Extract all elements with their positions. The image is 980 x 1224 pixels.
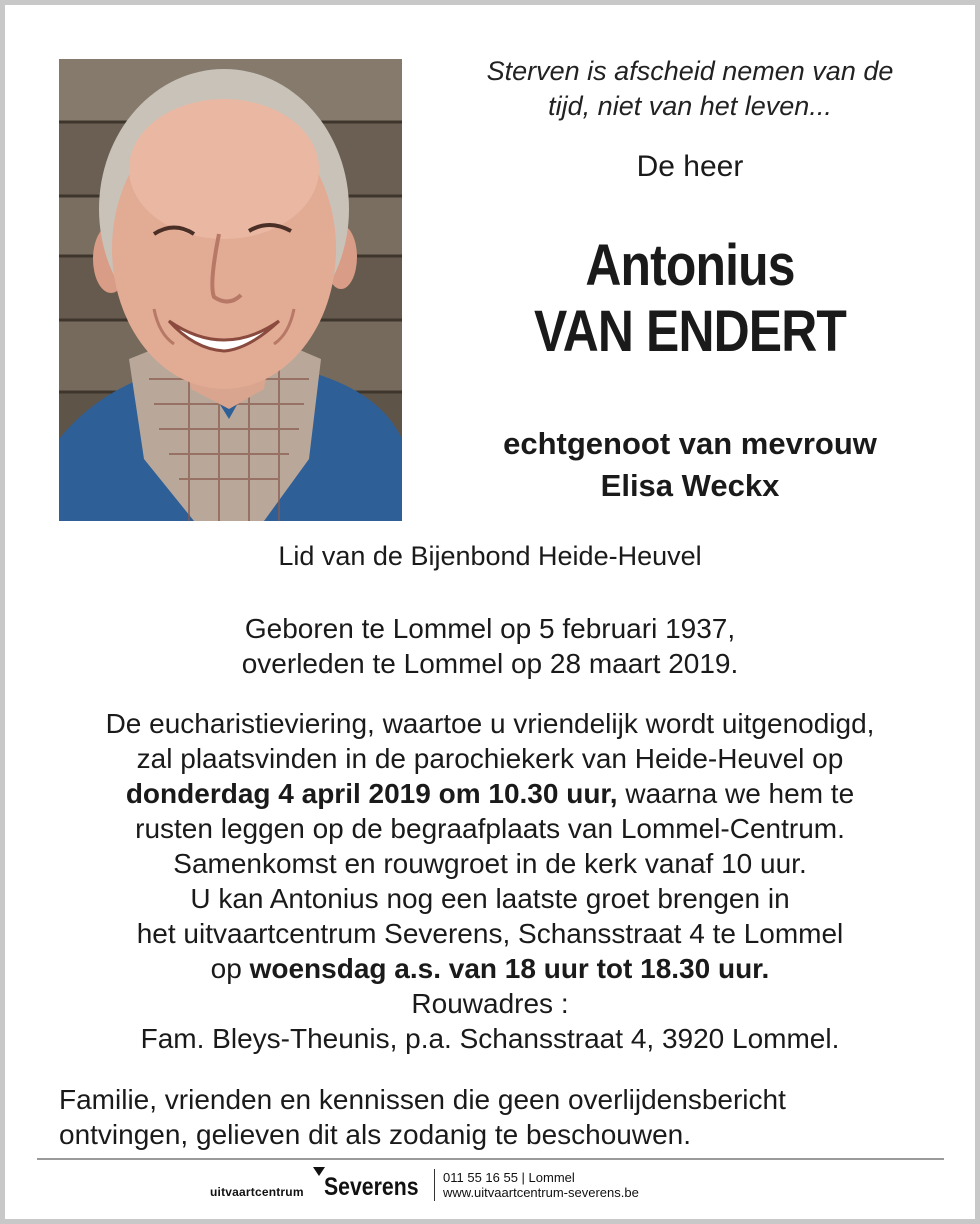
quote	[420, 54, 960, 124]
spouse-line-2: Elisa Weckx	[600, 468, 780, 503]
ceremony-line-2: zal plaatsvinden in de parochiekerk van Heide-Heuvel op	[136, 743, 844, 774]
deceased-name	[458, 233, 922, 365]
membership-line: Lid van de Bijenbond Heide-Heuvel	[278, 541, 702, 571]
footer-divider	[37, 1158, 944, 1160]
visitation-time: woensdag a.s. van 18 uur tot 18.30 uur.	[249, 953, 770, 984]
closing-line-2: ontvingen, gelieven dit als zodanig te beschouwen.	[59, 1119, 691, 1150]
ceremony-line-3	[0, 776, 980, 811]
footer-phone: 011 55 16 55 | Lommel	[443, 1170, 575, 1185]
ceremony-date: donderdag 4 april 2019 om 10.30 uur,	[125, 778, 618, 809]
ceremony-line-8	[0, 951, 980, 986]
spouse-line-1: echtgenoot van mevrouw	[503, 426, 877, 461]
last-name: VAN ENDERT	[534, 299, 846, 364]
footer-separator	[434, 1169, 435, 1201]
closing-note	[59, 1082, 939, 1152]
ceremony-line-8-pre: op	[210, 953, 250, 984]
footer	[0, 1163, 980, 1208]
ceremony-line-4: rusten leggen op de begraafplaats van Lommel-Centrum.	[135, 813, 845, 844]
title-prefix: De heer	[636, 150, 744, 183]
closing-line-1: Familie, vrienden en kennissen die geen overlijdensbericht	[59, 1084, 786, 1115]
logo-text-big: Severens	[324, 1173, 419, 1201]
ceremony-details	[0, 706, 980, 1056]
ceremony-line-7: het uitvaartcentrum Severens, Schansstraat 4 te Lommel	[136, 918, 844, 949]
footer-contact	[443, 1170, 639, 1200]
spouse-info	[420, 423, 960, 507]
logo-text-small: uitvaartcentrum	[210, 1185, 304, 1199]
membership	[0, 539, 980, 574]
life-dates	[0, 611, 980, 681]
ceremony-line-5: Samenkomst en rouwgroet in de kerk vanaf 10 uur.	[173, 848, 807, 879]
first-name: Antonius	[585, 233, 795, 298]
portrait-photo	[59, 59, 402, 521]
ceremony-line-10: Fam. Bleys-Theunis, p.a. Schansstraat 4, 3920 Lommel.	[140, 1023, 840, 1054]
ceremony-line-6: U kan Antonius nog een laatste groet brengen in	[190, 883, 790, 914]
footer-website[interactable]: www.uitvaartcentrum-severens.be	[443, 1185, 639, 1200]
ceremony-line-1: De eucharistieviering, waartoe u vriendelijk wordt uitgenodigd,	[105, 708, 875, 739]
quote-line-1: Sterven is afscheid nemen van de	[486, 56, 894, 86]
quote-line-2: tijd, niet van het leven...	[548, 91, 832, 121]
ceremony-line-3-rest: waarna we hem te	[617, 778, 855, 809]
ceremony-line-9: Rouwadres :	[411, 988, 569, 1019]
death-line: overleden te Lommel op 28 maart 2019.	[241, 648, 739, 679]
birth-line: Geboren te Lommel op 5 februari 1937,	[244, 613, 736, 644]
